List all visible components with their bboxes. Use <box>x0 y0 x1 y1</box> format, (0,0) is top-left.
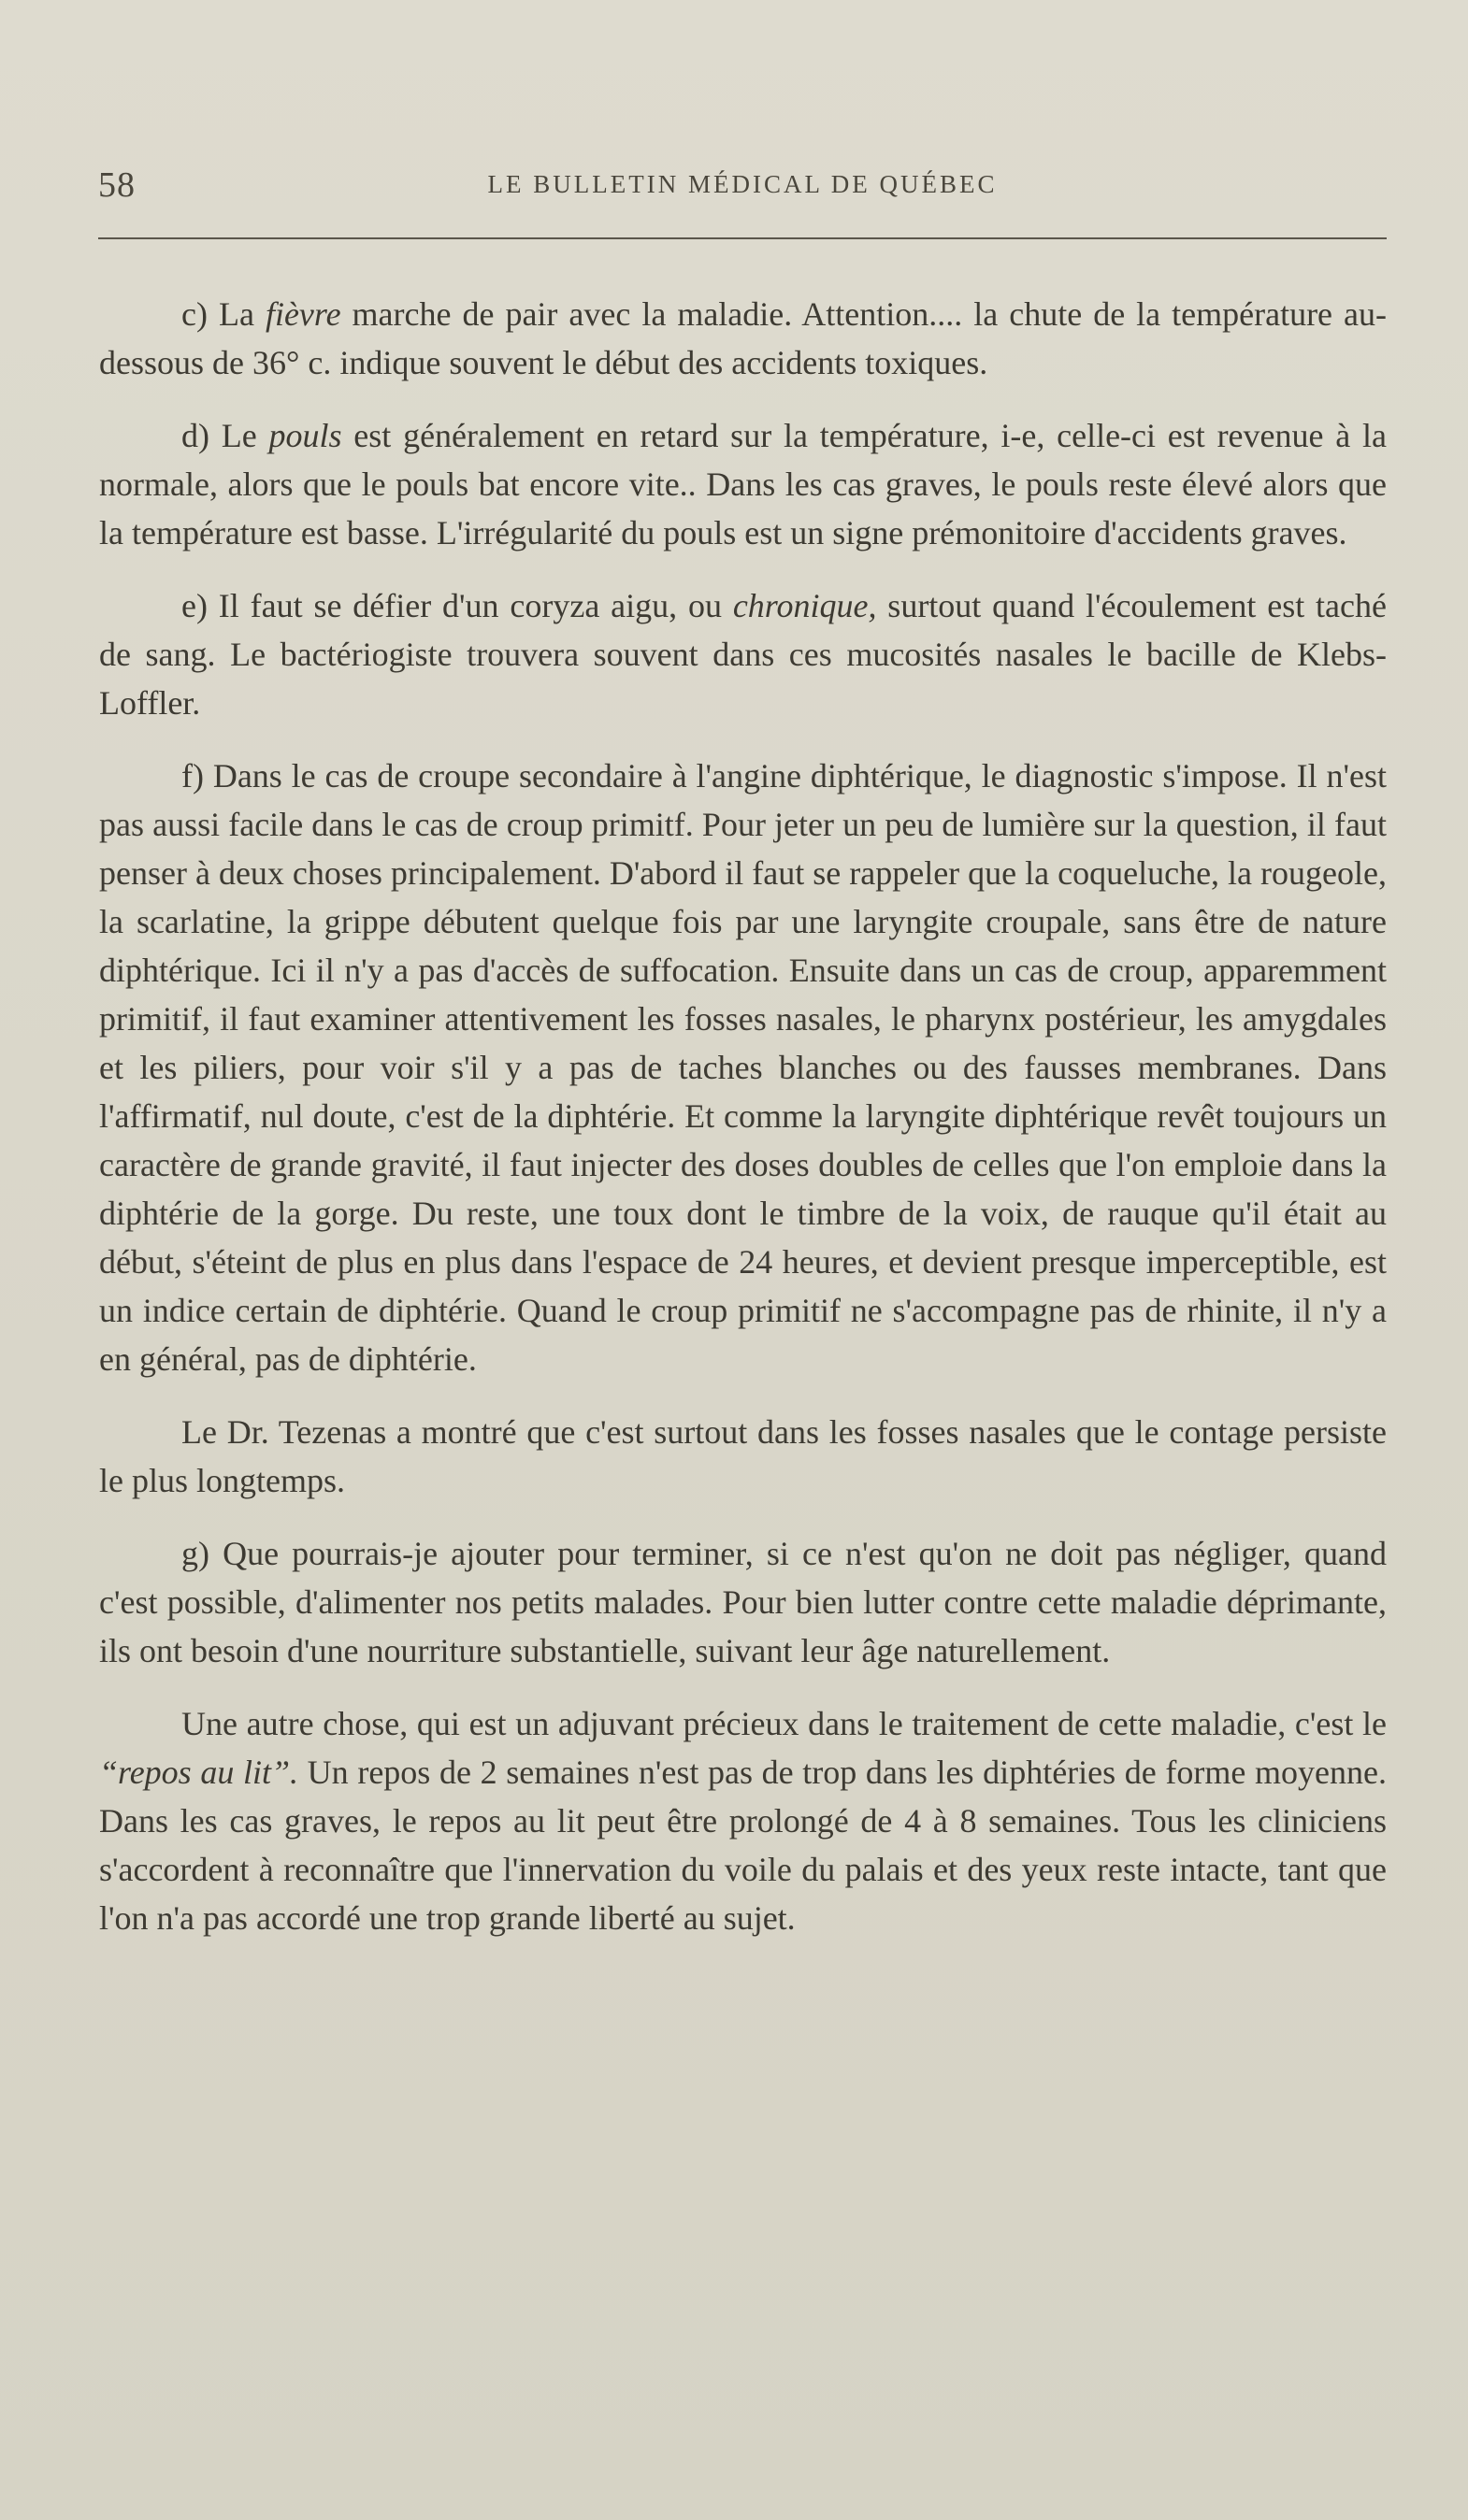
page-number: 58 <box>98 165 136 205</box>
paragraph-e: e) Il faut se défier d'un coryza aigu, ou chronique, surtout quand l'écoulement est taché de sang. Le bactériogiste trouvera souvent dans ces mucosités nasales le bacille de Klebs-Loffler. <box>99 587 1387 722</box>
emphasis-fievre: fièvre <box>265 295 341 333</box>
running-head <box>98 165 1387 211</box>
paragraph-g: g) Que pourrais-je ajouter pour terminer, si ce n'est qu'on ne doit pas négliger, quand c'est possible, d'alimenter nos petits malades. Pour bien lutter contre cette maladie déprimante, ils ont besoin d'une nourriture substantielle, suivant leur âge naturellement. <box>99 1535 1387 1669</box>
emphasis-chronique: chronique, <box>732 587 877 624</box>
emphasis-pouls: pouls <box>268 417 342 454</box>
paragraph-c: c) La fièvre marche de pair avec la maladie. Attention.... la chute de la température au-dessous de 36° c. indique souvent le début des accidents toxiques. <box>99 295 1387 381</box>
emphasis-repos-au-lit: “repos au lit”. <box>99 1754 299 1791</box>
journal-title: LE BULLETIN MÉDICAL DE QUÉBEC <box>487 170 998 198</box>
paragraph-d: d) Le pouls est généralement en retard sur la température, i-e, celle-ci est revenue à la normale, alors que le pouls bat encore vite.. Dans les cas graves, le pouls reste élevé alors que la température est basse. L'irrégularité du pouls est un signe prémonitoire d'accidents graves. <box>99 417 1387 551</box>
article-body <box>99 290 1387 1967</box>
paragraph-repos: Une autre chose, qui est un adjuvant précieux dans le traitement de cette maladie, c'est le “repos au lit”. Un repos de 2 semaines n'est pas de trop dans les diphtéries de forme moyenne. Dans les cas graves, le repos au lit peut être prolongé de 4 à 8 semaines. Tous les cliniciens s'accordent à reconnaître que l'innervation du voile du palais et des yeux reste intacte, tant que l'on n'a pas accordé une trop grande liberté au sujet. <box>99 1705 1387 1937</box>
paragraph-f: f) Dans le cas de croupe secondaire à l'angine diphtérique, le diagnostic s'impose. Il n'est pas aussi facile dans le cas de croup primitf. Pour jeter un peu de lumière sur la question, il faut penser à deux choses principalement. D'abord il faut se rappeler que la coqueluche, la rougeole, la scarlatine, la grippe débutent quelque fois par une laryngite croupale, sans être de nature diphtérique. Ici il n'y a pas d'accès de suffocation. Ensuite dans un cas de croup, apparemment primitif, il faut examiner attentivement les fosses nasales, le pharynx postérieur, les amygdales et les piliers, pour voir s'il y a pas de taches blanches ou des fausses membranes. Dans l'affirmatif, nul doute, c'est de la diphtérie. Et comme la laryngite diphtérique revêt toujours un caractère de grande gravité, il faut injecter des doses doubles de celles que l'on emploie dans la diphtérie de la gorge. Du reste, une toux dont le timbre de la voix, de rauque qu'il était au début, s'éteint de plus en plus dans l'espace de 24 heures, et devient presque imperceptible, est un indice certain de diphtérie. Quand le croup primitif ne s'accompagne pas de rhinite, il n'y a en général, pas de diphtérie. <box>99 757 1387 1378</box>
paragraph-tezenas: Le Dr. Tezenas a montré que c'est surtout dans les fosses nasales que le contage persiste le plus longtemps. <box>99 1413 1387 1499</box>
header-rule <box>98 237 1387 239</box>
